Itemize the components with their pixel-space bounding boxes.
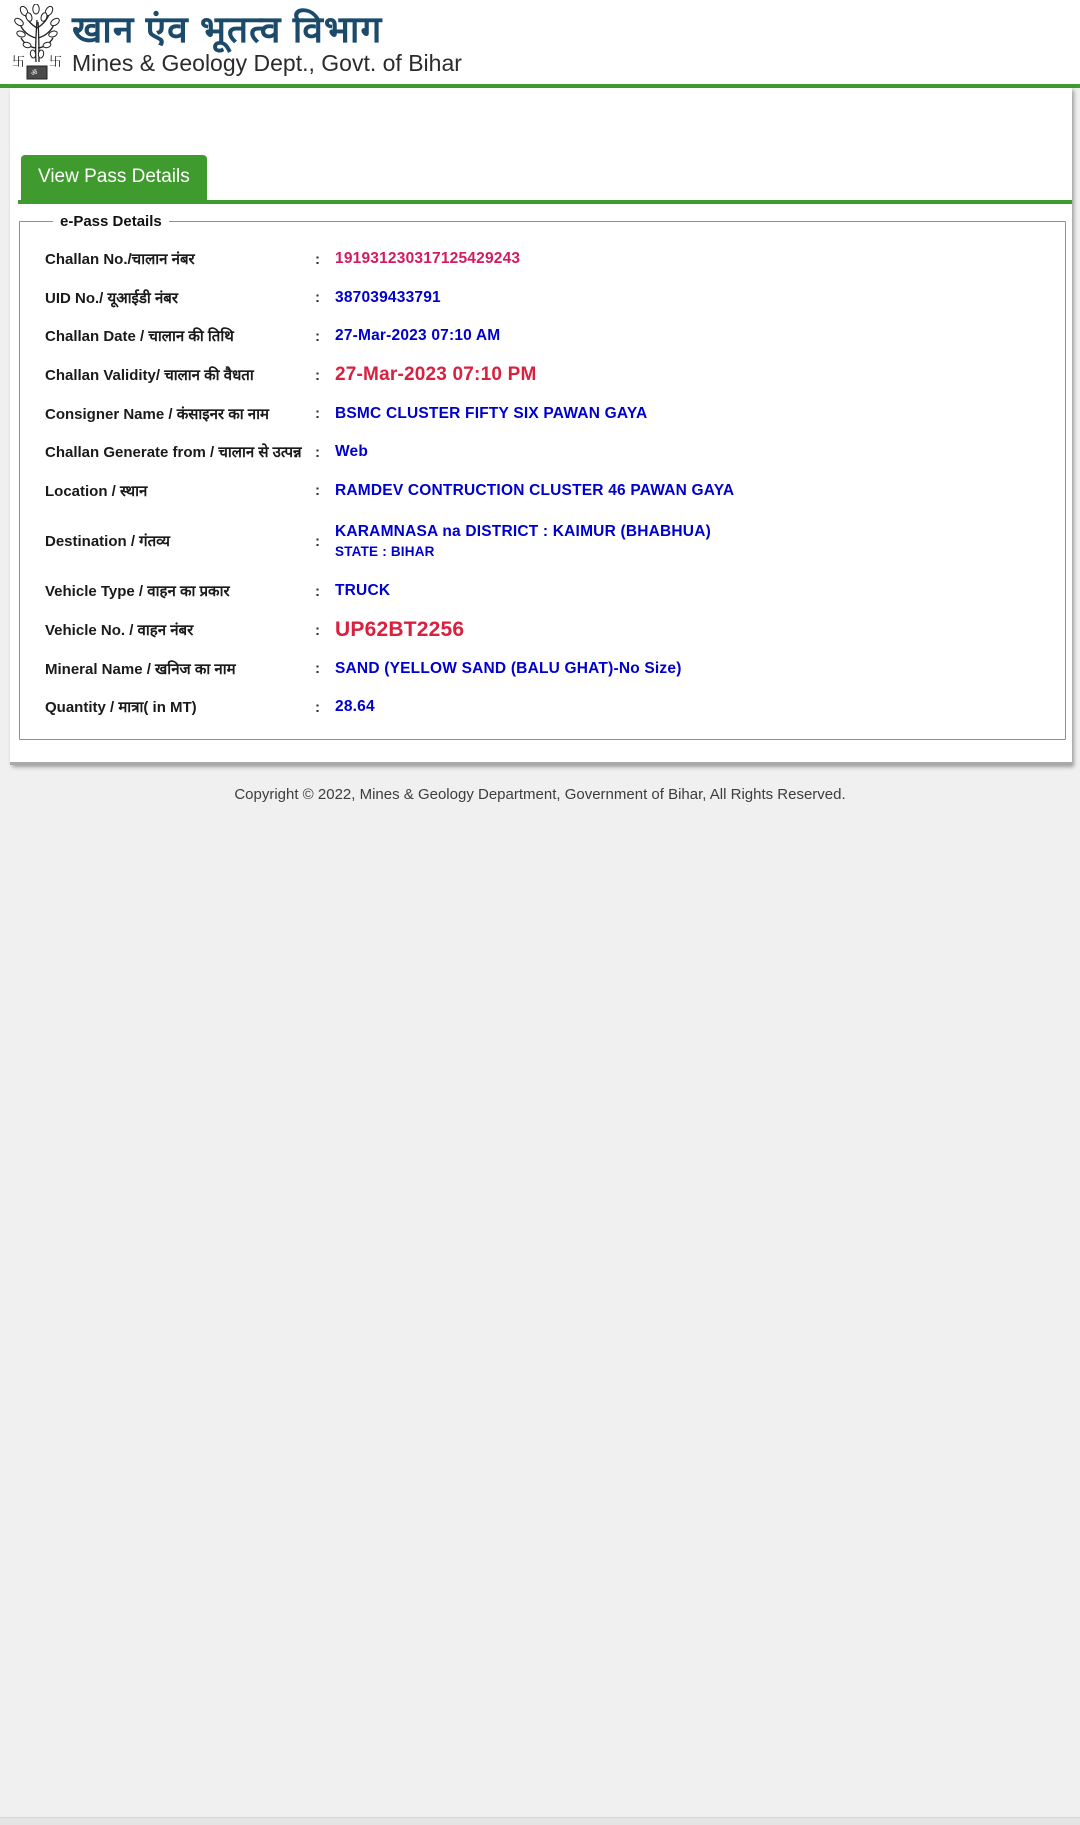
- bottom-scrollbar-track[interactable]: [0, 1817, 1080, 1825]
- field-label: Vehicle No. / वाहन नंबर: [45, 622, 194, 640]
- destination-line1: KARAMNASA na DISTRICT : KAIMUR (BHABHUA): [335, 523, 711, 541]
- field-label: Challan No./चालान नंबर: [45, 251, 195, 269]
- detail-row-vehicle-type: [45, 572, 1055, 611]
- colon-separator: :: [315, 621, 320, 639]
- field-value: UP62BT2256: [335, 618, 465, 642]
- field-label: Quantity / मात्रा( in MT): [45, 699, 197, 717]
- field-value: 27-Mar-2023 07:10 AM: [335, 327, 501, 345]
- epass-details-fieldset: [19, 213, 1066, 740]
- colon-separator: :: [315, 698, 320, 716]
- detail-row-uid-no: [45, 279, 1055, 318]
- detail-row-destination: [45, 510, 1055, 572]
- content-panel: [10, 88, 1072, 765]
- site-header: [0, 0, 1080, 88]
- colon-separator: :: [315, 405, 320, 423]
- field-label: Challan Validity/ चालान की वैधता: [45, 367, 254, 385]
- destination-line2: STATE : BIHAR: [335, 544, 435, 560]
- view-pass-details-button[interactable]: View Pass Details: [21, 155, 207, 200]
- field-value: RAMDEV CONTRUCTION CLUSTER 46 PAWAN GAYA: [335, 481, 735, 499]
- field-label: Consigner Name / कंसाइनर का नाम: [45, 405, 269, 423]
- colon-separator: :: [315, 660, 320, 678]
- colon-separator: :: [315, 327, 320, 345]
- colon-separator: :: [315, 289, 320, 307]
- field-value: 387039433791: [335, 288, 441, 306]
- colon-separator: :: [315, 532, 320, 550]
- field-value: 27-Mar-2023 07:10 PM: [335, 364, 537, 386]
- field-value: 191931230317125429243: [335, 250, 521, 268]
- colon-separator: :: [315, 366, 320, 384]
- field-label: Challan Generate from / चालान से उत्पन्न: [45, 444, 302, 462]
- field-value: TRUCK: [335, 582, 391, 600]
- field-label: Vehicle Type / वाहन का प्रकार: [45, 583, 230, 601]
- field-value: Web: [335, 443, 369, 461]
- detail-row-vehicle-no: [45, 611, 1055, 650]
- dept-subtitle-english: Mines & Geology Dept., Govt. of Bihar: [72, 50, 462, 76]
- tab-bar: [18, 155, 1072, 204]
- colon-separator: :: [315, 250, 320, 268]
- swastika-left-icon: 卐: [12, 54, 26, 69]
- field-label: Destination / गंतव्य: [45, 533, 171, 551]
- detail-row-challan-no: [45, 240, 1055, 279]
- field-label: UID No./ यूआईडी नंबर: [45, 289, 178, 307]
- copyright-footer: Copyright © 2022, Mines & Geology Department, Government of Bihar, All Rights Reserved.: [234, 785, 846, 803]
- field-value: SAND (YELLOW SAND (BALU GHAT)-No Size): [335, 659, 682, 677]
- detail-row-consigner-name: [45, 394, 1055, 433]
- colon-separator: :: [315, 482, 320, 500]
- colon-separator: :: [315, 443, 320, 461]
- field-label: Challan Date / चालान की तिथि: [45, 328, 234, 346]
- detail-row-quantity: [45, 688, 1055, 727]
- field-value: BSMC CLUSTER FIFTY SIX PAWAN GAYA: [335, 404, 648, 422]
- field-label: Mineral Name / खनिज का नाम: [45, 660, 236, 678]
- svg-text:ॐ: ॐ: [31, 70, 38, 77]
- field-value: 28.64: [335, 698, 375, 716]
- detail-row-challan-validity: [45, 356, 1055, 395]
- swastika-right-icon: 卐: [49, 54, 62, 69]
- colon-separator: :: [315, 582, 320, 600]
- detail-row-location: [45, 472, 1055, 511]
- dept-title-hindi: खान एंव भूतत्व विभाग: [72, 9, 383, 50]
- detail-row-mineral-name: [45, 649, 1055, 688]
- detail-row-challan-generate-from: [45, 433, 1055, 472]
- bihar-emblem-logo: [12, 4, 62, 82]
- field-label: Location / स्थान: [45, 482, 148, 500]
- field-value: [335, 523, 711, 559]
- detail-row-challan-date: [45, 317, 1055, 356]
- epass-details-legend: e-Pass Details: [60, 213, 162, 230]
